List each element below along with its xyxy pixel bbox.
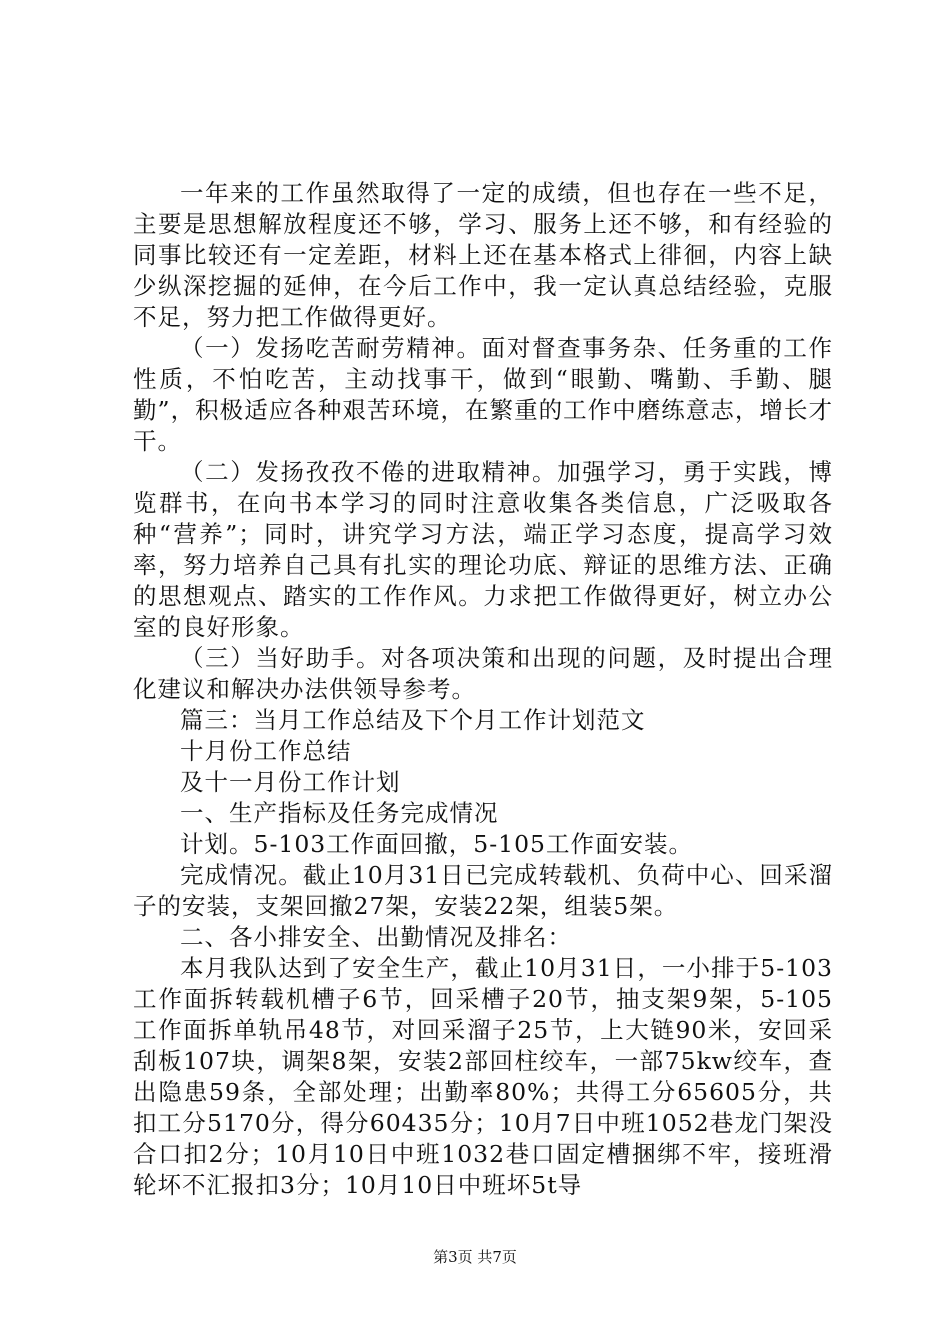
- paragraph-summary: 一年来的工作虽然取得了一定的成绩，但也存在一些不足，主要是思想解放程度还不够，学习、服务上还不够，和有经验的同事比较还有一定差距，材料上还在基本格式上徘徊，内容上缺少纵深挖掘的延伸，在今后工作中，我一定认真总结经验，克服不足，努力把工作做得更好。: [133, 179, 833, 331]
- doc-title: 十月份工作总结: [180, 737, 352, 765]
- page-footer: 第3页 共7页: [433, 1248, 517, 1266]
- doc-subtitle: 及十一月份工作计划: [180, 768, 401, 796]
- heading-production: 一、生产指标及任务完成情况: [180, 799, 499, 827]
- paragraph-safety-details: 本月我队达到了安全生产，截止10月31日，一小排于5-103工作面拆转载机槽子6节，回采槽子20节，抽支架9架，5-105工作面拆单轨吊48节，对回采溜子25节，上大链90米，安回采刮板107块，调架8架，安装2部回柱绞车，一部75kw绞车，查出隐患59条，全部处理；出勤率80%；共得工分65605分，共扣工分5170分，得分60435分；10月7日中班1052巷龙门架没合口扣2分；10月10日中班1032巷口固定槽捆绑不牢，接班滑轮坏不汇报扣3分；10月10日中班坏5t导: [133, 954, 833, 1199]
- document-body: [133, 178, 833, 1201]
- section-heading: 篇三：当月工作总结及下个月工作计划范文: [180, 706, 646, 734]
- plan-line: 计划。5-103工作面回撤，5-105工作面安装。: [180, 830, 693, 858]
- heading-safety: 二、各小排安全、出勤情况及排名：: [180, 923, 572, 951]
- paragraph-item-3: （三）当好助手。对各项决策和出现的问题，及时提出合理化建议和解决办法供领导参考。: [133, 644, 833, 703]
- paragraph-item-1: （一）发扬吃苦耐劳精神。面对督查事务杂、任务重的工作性质，不怕吃苦，主动找事干，做到“眼勤、嘴勤、手勤、腿勤”，积极适应各种艰苦环境，在繁重的工作中磨练意志，增长才干。: [133, 334, 833, 455]
- paragraph-item-2: （二）发扬孜孜不倦的进取精神。加强学习，勇于实践，博览群书，在向书本学习的同时注意收集各类信息，广泛吸取各种“营养”；同时，讲究学习方法，端正学习态度，提高学习效率，努力培养自己具有扎实的理论功底、辩证的思维方法、正确的思想观点、踏实的工作作风。力求把工作做得更好，树立办公室的良好形象。: [133, 458, 833, 641]
- paragraph-completion: 完成情况。截止10月31日已完成转载机、负荷中心、回采溜子的安装，支架回撤27架，安装22架，组装5架。: [133, 861, 833, 920]
